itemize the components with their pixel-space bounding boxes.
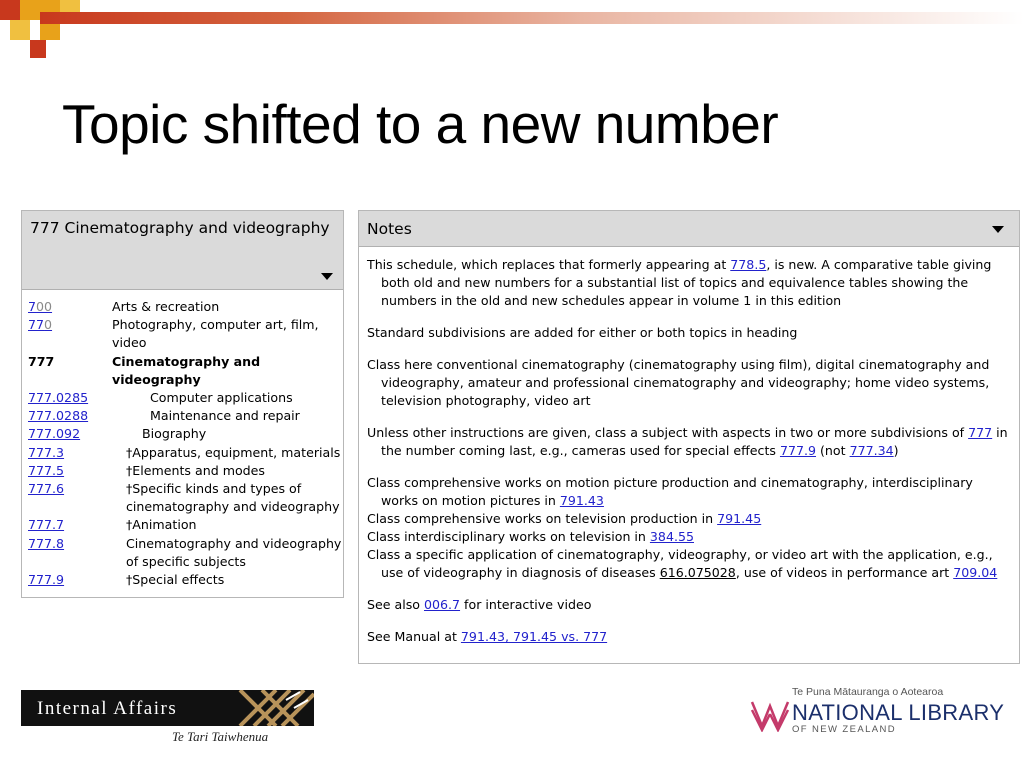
note-item: [367, 546, 1009, 582]
notes-list: [359, 247, 1019, 646]
deco-square-yellow: [10, 20, 30, 40]
class-number-link[interactable]: 791.43: [559, 493, 604, 508]
notes-panel-title: Notes: [367, 220, 412, 238]
class-number-link[interactable]: 777.9: [779, 443, 817, 458]
class-number-link[interactable]: 006.7: [423, 597, 461, 612]
class-number-link[interactable]: [28, 389, 88, 407]
note-text: See also: [367, 597, 424, 612]
note-text: Class a specific application of cinematography, videography, or video art with the application, e.g., use of videography in diagnosis of diseases: [367, 547, 993, 580]
class-number-link[interactable]: [28, 535, 64, 553]
hierarchy-caption: †Animation: [126, 517, 197, 533]
class-number-link[interactable]: 791.45: [717, 511, 762, 526]
hierarchy-panel-header[interactable]: [22, 211, 343, 290]
notes-panel: [358, 210, 1020, 664]
weave-pattern-icon: [236, 690, 314, 726]
class-number-link[interactable]: 777: [968, 425, 993, 440]
note-text: for interactive video: [460, 597, 592, 612]
note-text: See Manual at: [367, 629, 461, 644]
hierarchy-row: [28, 571, 343, 589]
class-number-main: 777.5: [28, 462, 65, 478]
class-number-link[interactable]: 777.34: [849, 443, 894, 458]
note-text: ): [893, 443, 899, 458]
hierarchy-list: [22, 290, 343, 589]
class-number-main: 777.0288: [28, 408, 89, 424]
note-item: [367, 324, 1009, 342]
class-number-link[interactable]: [28, 407, 88, 425]
hierarchy-row: [28, 535, 343, 571]
class-number-link[interactable]: [28, 298, 52, 316]
class-number-main: 777.6: [28, 481, 65, 497]
hierarchy-caption: Cinematography and videography of specific subjects: [126, 535, 342, 569]
class-number-link[interactable]: 384.55: [649, 529, 694, 544]
class-number-main: 777.0285: [28, 390, 89, 406]
hierarchy-panel-title: 777 Cinematography and videography: [30, 219, 330, 237]
top-decoration: [0, 0, 1024, 60]
hierarchy-row: [28, 516, 343, 534]
deco-square-red: [0, 0, 20, 20]
deco-square-orange: [20, 0, 40, 20]
hierarchy-caption: Maintenance and repair: [150, 408, 300, 424]
internal-affairs-name: Internal Affairs: [37, 698, 178, 719]
hierarchy-caption: Photography, computer art, film, video: [112, 317, 319, 351]
class-number-link[interactable]: [28, 462, 64, 480]
class-number-link[interactable]: [28, 444, 64, 462]
hierarchy-caption: †Apparatus, equipment, materials: [126, 444, 341, 460]
hierarchy-caption: †Elements and modes: [126, 462, 265, 478]
chevron-down-icon[interactable]: [321, 273, 333, 280]
note-text: Class interdisciplinary works on television in: [367, 529, 650, 544]
note-text: This schedule, which replaces that formerly appearing at: [367, 257, 731, 272]
note-item: [367, 356, 1009, 410]
class-number-main: 77: [28, 317, 45, 333]
note-text: in the number coming last, e.g., cameras used for special effects: [381, 425, 1008, 458]
hierarchy-row: [28, 298, 343, 316]
internal-affairs-maori-name: Te Tari Taiwhenua: [172, 729, 269, 744]
class-number-text: 616.075028: [659, 565, 736, 580]
class-number-current: [28, 353, 54, 371]
class-number-link[interactable]: 778.5: [730, 257, 767, 272]
note-text: Standard subdivisions are added for either or both topics in heading: [367, 325, 798, 340]
hierarchy-row: [28, 480, 343, 516]
national-library-country: OF NEW ZEALAND: [792, 724, 897, 735]
national-library-maori-name: Te Puna Mātauranga o Aotearoa: [792, 686, 944, 698]
hierarchy-caption: †Specific kinds and types of cinematography and videography: [126, 481, 340, 515]
class-number-main: 777.7: [28, 517, 65, 533]
hierarchy-caption: Cinematography and videography: [112, 353, 261, 387]
note-item: [367, 424, 1009, 460]
notes-panel-header[interactable]: [359, 211, 1019, 247]
note-text: Unless other instructions are given, class a subject with aspects in two or more subdivisions of: [367, 425, 969, 440]
note-text: , use of videos in performance art: [735, 565, 954, 580]
hierarchy-caption: †Special effects: [126, 572, 225, 588]
class-number-link[interactable]: 709.04: [953, 565, 998, 580]
class-number-link[interactable]: [28, 316, 52, 334]
note-item: [367, 596, 1009, 614]
hierarchy-row: [28, 316, 343, 352]
hierarchy-row: [28, 389, 343, 407]
class-number-link[interactable]: [28, 480, 64, 498]
class-number-gray: 00: [36, 299, 53, 314]
class-number-link[interactable]: [28, 571, 64, 589]
manual-link[interactable]: 791.43, 791.45 vs. 777: [460, 629, 608, 644]
note-text: Class comprehensive works on motion picture production and cinematography, interdisciplinary works on motion pictures in: [367, 475, 973, 508]
internal-affairs-logo: [21, 690, 314, 726]
note-item: [367, 628, 1009, 646]
national-library-mark-icon: [750, 696, 790, 732]
note-item: [367, 256, 1009, 310]
hierarchy-row: [28, 407, 343, 425]
note-text: Class comprehensive works on television production in: [367, 511, 718, 526]
class-number-link[interactable]: [28, 516, 64, 534]
class-number-main: 777.3: [28, 444, 65, 460]
slide-title: Topic shifted to a new number: [62, 93, 779, 155]
hierarchy-row: [28, 462, 343, 480]
note-text: , is new. A comparative table giving both old and new numbers for a substantial list of topics and equivalence tables showing the numbers in the old and new schedules appear in volume 1 in this edition: [381, 257, 992, 308]
deco-square-red: [30, 40, 46, 58]
hierarchy-row: [28, 353, 343, 389]
class-number-main: 777.092: [28, 426, 81, 442]
note-text: Class here conventional cinematography (cinematography using film), digital cinematography and videography, amateur and professional cinematography and videography; home video systems, television photography, video art: [367, 357, 990, 408]
chevron-down-icon[interactable]: [992, 226, 1004, 233]
hierarchy-caption: Computer applications: [150, 390, 293, 406]
note-item: [367, 510, 1009, 528]
hierarchy-caption: Arts & recreation: [112, 299, 220, 314]
note-text: (not: [816, 443, 850, 458]
national-library-name: NATIONAL LIBRARY: [792, 700, 1005, 725]
hierarchy-row: [28, 425, 343, 443]
class-number-main: 777.8: [28, 535, 65, 551]
deco-stripe: [40, 12, 1024, 24]
class-number-main: 777.9: [28, 572, 65, 588]
note-item: [367, 528, 1009, 546]
class-number-link[interactable]: [28, 425, 80, 443]
hierarchy-caption: Biography: [142, 426, 207, 442]
class-number-main: 777: [28, 353, 55, 369]
hierarchy-row: [28, 444, 343, 462]
note-item: [367, 474, 1009, 510]
class-number-gray: 0: [44, 317, 53, 333]
hierarchy-panel: [21, 210, 344, 598]
class-number-main: 7: [28, 299, 37, 314]
